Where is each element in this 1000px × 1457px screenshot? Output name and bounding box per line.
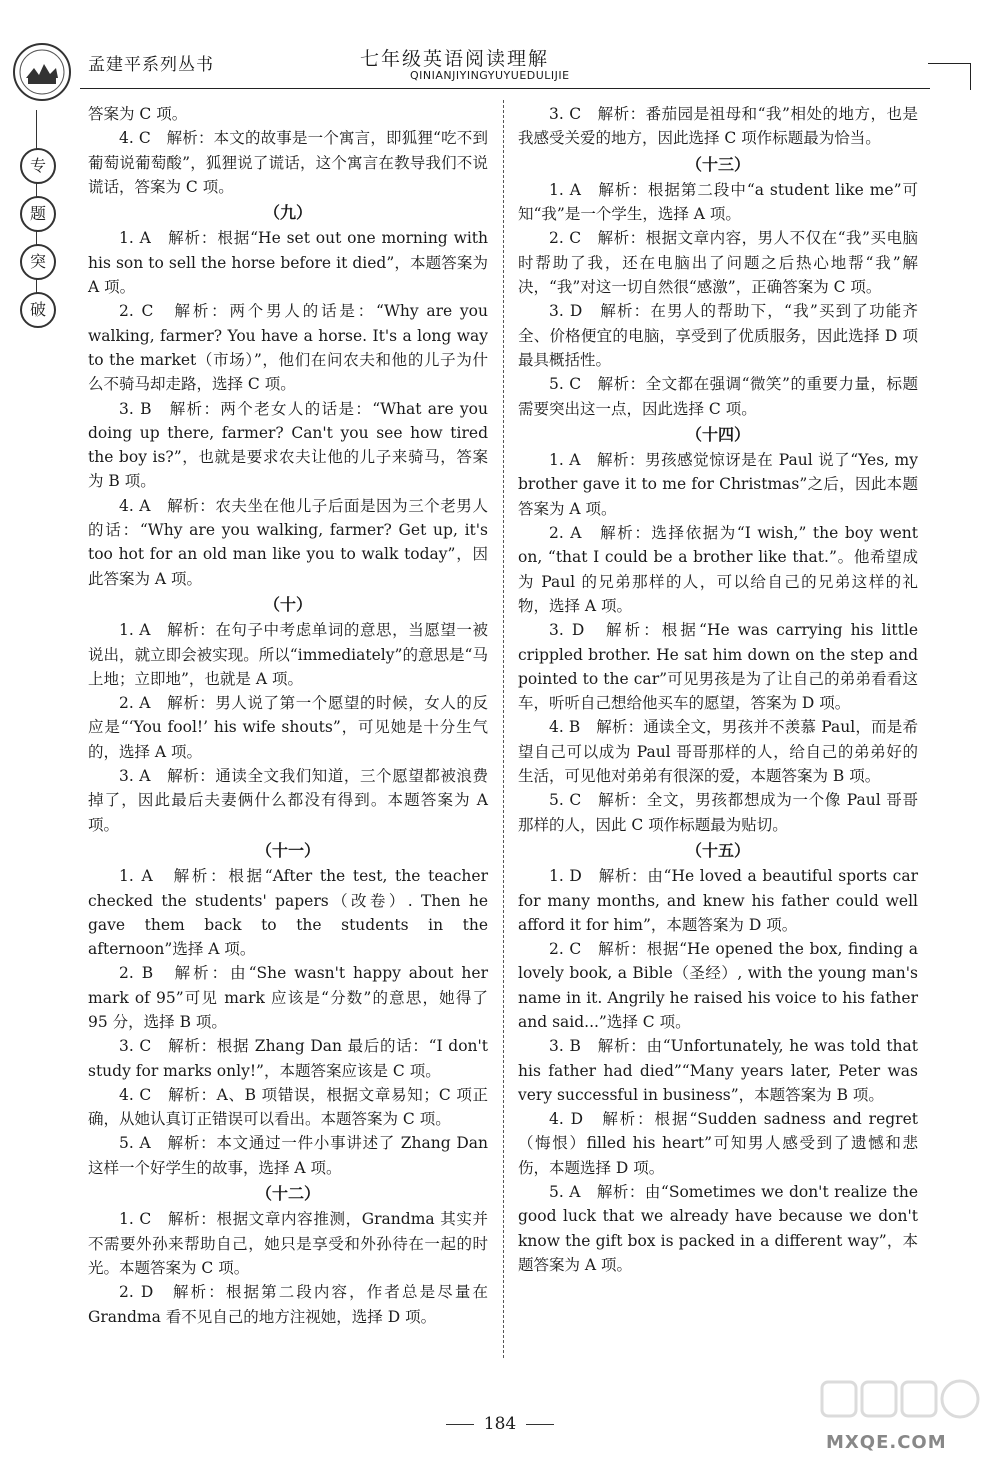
left-answer-item: 1. A 解析：根据“After the test, the teacher checked the students' papers（改卷）. Then he gave them back to the students in the afternoon”选择 A 项。 <box>88 867 488 959</box>
watermark-text: MXQE.COM <box>826 1432 947 1453</box>
book-title-pinyin: QINIANJIYINGYUYUEDULIJIE <box>410 69 570 82</box>
left-answer-column <box>88 102 488 1329</box>
footer-dash-left <box>446 1424 474 1425</box>
right-answer-item: 3. D 解析：在男人的帮助下，“我”买到了功能齐全、价格便宜的电脑，享受到了优质服务，因此选择 D 项最具概括性。 <box>518 302 918 369</box>
right-answer-item: 5. A 解析：由“Sometimes we don't realize the good luck that we already have because we don't know the gift box is packed in a different way”，本题答案为 A 项。 <box>518 1183 918 1274</box>
left-answer-item: 3. B 解析：两个老女人的话是：“What are you doing up there, farmer? Can't you see how tired the boy is?”，也就是要求农夫让他的儿子来骑马，答案为 B 项。 <box>88 399 488 491</box>
left-answer-item: 4. A 解析：农夫坐在他儿子后面是因为三个老男人的话：“Why are you walking, farmer? Get up, it's too hot for an old man like you to walk today”，因此答案为 A 项。 <box>88 496 488 588</box>
left-answer-item: 5. A 解析：本文通过一件小事讲述了 Zhang Dan 这样一个好学生的故事，选择 A 项。 <box>88 1134 488 1177</box>
left-answer-item: 1. A 解析：在句子中考虑单词的意思，当愿望一被说出，就立即会被实现。所以“immediately”的意思是“马上地；立即地”，也就是 A 项。 <box>88 621 488 688</box>
left-answer-item: 1. C 解析：根据文章内容推测，Grandma 其实并不需要外孙来帮助自己，她只是享受和外孙待在一起的时光。本题答案为 C 项。 <box>88 1210 488 1277</box>
right-answer-item: 4. D 解析：根据“Sudden sadness and regret（悔恨）filled his heart”可知男人感受到了遗憾和悲伤，本题选择 D 项。 <box>518 1110 918 1177</box>
side-stamp-2: 题 <box>20 196 56 232</box>
left-answer-item: 2. A 解析：男人说了第一个愿望的时候，女人的反应是“‘You fool!’ his wife shouts”，可见她是十分生气的，选择 A 项。 <box>88 694 488 761</box>
left-answer-item: 3. A 解析：通读全文我们知道，三个愿望都被浪费掉了，因此最后夫妻俩什么都没有得到。本题答案为 A 项。 <box>88 767 488 834</box>
right-answer-item: 1. A 解析：男孩感觉惊讶是在 Paul 说了“Yes, my brother gave it to me for Christmas”之后，因此本题答案为 A 项。 <box>518 451 918 518</box>
left-answer-item: 1. A 解析：根据“He set out one morning with his son to sell the horse before it died”，本题答案为 A 项。 <box>88 229 488 297</box>
left-answer-continuation: 答案为 C 项。 <box>88 105 188 123</box>
left-answer-item: 3. C 解析：根据 Zhang Dan 最后的话：“I don't study for marks only!”，本题答案应该是 C 项。 <box>88 1037 488 1080</box>
right-answer-item: 3. C 解析：番茄园是祖母和“我”相处的地方，也是我感受关爱的地方，因此选择 C 项作标题最为恰当。 <box>518 105 918 148</box>
side-stamp-3: 突 <box>20 244 56 280</box>
right-answer-item: 1. A 解析：根据第二段中“a student like me”可知“我”是一个学生，选择 A 项。 <box>518 180 918 224</box>
right-answer-item: 1. D 解析：由“He loved a beautiful sports car for many months, and knew his father could well afford it for him”，本题答案为 D 项。 <box>518 867 918 934</box>
right-answer-column <box>518 102 918 1277</box>
footer-dash-right <box>526 1424 554 1425</box>
right-answer-item: 2. C 解析：根据文章内容，男人不仅在“我”买电脑时帮助了我，还在电脑出了问题之后热心地帮“我”解决，“我”对这一切自然很“感激”，正确答案为 C 项。 <box>518 229 918 297</box>
header-tab-decoration <box>928 63 971 90</box>
left-section-heading: （十一） <box>255 840 320 860</box>
column-divider <box>503 100 504 1358</box>
left-answer-item: 2. C 解析：两个男人的话是：“Why are you walking, farmer? You have a horse. It's a long way to the market（市场）”，他们在问农夫和他的儿子为什么不骑马却走路，选择 C 项。 <box>88 302 488 394</box>
side-stamp-4: 破 <box>20 292 56 328</box>
right-answer-item: 2. A 解析：选择依据为“I wish,” the boy went on, “that I could be a brother like that.”。他希望成为 Paul 的兄弟那样的人，可以给自己的兄弟这样的礼物，选择 A 项。 <box>518 524 918 615</box>
left-section-heading: （十） <box>263 594 312 614</box>
left-answer-item: 2. B 解析：由“She wasn't happy about her mark of 95”可见 mark 应该是“分数”的意思，她得了 95 分，选择 B 项。 <box>88 964 488 1031</box>
right-answer-item: 2. C 解析：根据“He opened the box, finding a lovely book, a Bible（圣经）, with the young man's name in it. Angrily he raised his voice to his father and said...”选择 C 项。 <box>518 940 918 1031</box>
side-stamp-1: 专 <box>20 148 56 184</box>
left-answer-item: 4. C 解析：A、B 项错误，根据文章易知；C 项正确，从她认真订正错误可以看出。本题答案为 C 项。 <box>88 1085 488 1129</box>
right-section-heading: （十四） <box>685 424 750 444</box>
right-answer-item: 3. B 解析：由“Unfortunately, he was told that his father had died”“Many years later, Peter was very successful in business”，本题答案为 B 项。 <box>518 1037 918 1104</box>
right-section-heading: （十三） <box>685 154 750 174</box>
right-answer-item: 5. C 解析：全文，男孩都想成为一个像 Paul 哥哥那样的人，因此 C 项作标题最为贴切。 <box>518 791 918 834</box>
left-section-heading: （九） <box>263 203 312 223</box>
page-number: 184 <box>483 1414 517 1434</box>
left-answer-item: 2. D 解析：根据第二段内容，作者总是尽量在 Grandma 看不见自己的地方注视她，选择 D 项。 <box>88 1283 488 1326</box>
book-title: 七年级英语阅读理解 <box>360 48 550 70</box>
right-answer-item: 4. B 解析：通读全文，男孩并不羡慕 Paul，而是希望自己可以成为 Paul 哥哥那样的人，给自己的弟弟好的生活，可见他对弟弟有很深的爱，本题答案为 B 项。 <box>518 718 918 786</box>
series-name: 孟建平系列丛书 <box>88 55 214 75</box>
header-rule <box>80 88 930 89</box>
series-logo-icon <box>12 42 72 102</box>
right-answer-item: 3. D 解析：根据“He was carrying his little crippled brother. He sat him down on the step and pointed to the car”可见男孩是为了让自己的弟弟看看这车，听听自己想给他买车的愿望，答案为 D 项。 <box>518 621 918 713</box>
left-answer-item: 4. C 解析：本文的故事是一个寓言，即狐狸“吃不到葡萄说葡萄酸”，狐狸说了谎话，这个寓言在教导我们不说谎话，答案为 C 项。 <box>88 129 488 196</box>
right-answer-item: 5. C 解析：全文都在强调“微笑”的重要力量，标题需要突出这一点，因此选择 C 项。 <box>518 375 918 418</box>
right-section-heading: （十五） <box>685 840 750 860</box>
left-section-heading: （十二） <box>255 1184 320 1204</box>
